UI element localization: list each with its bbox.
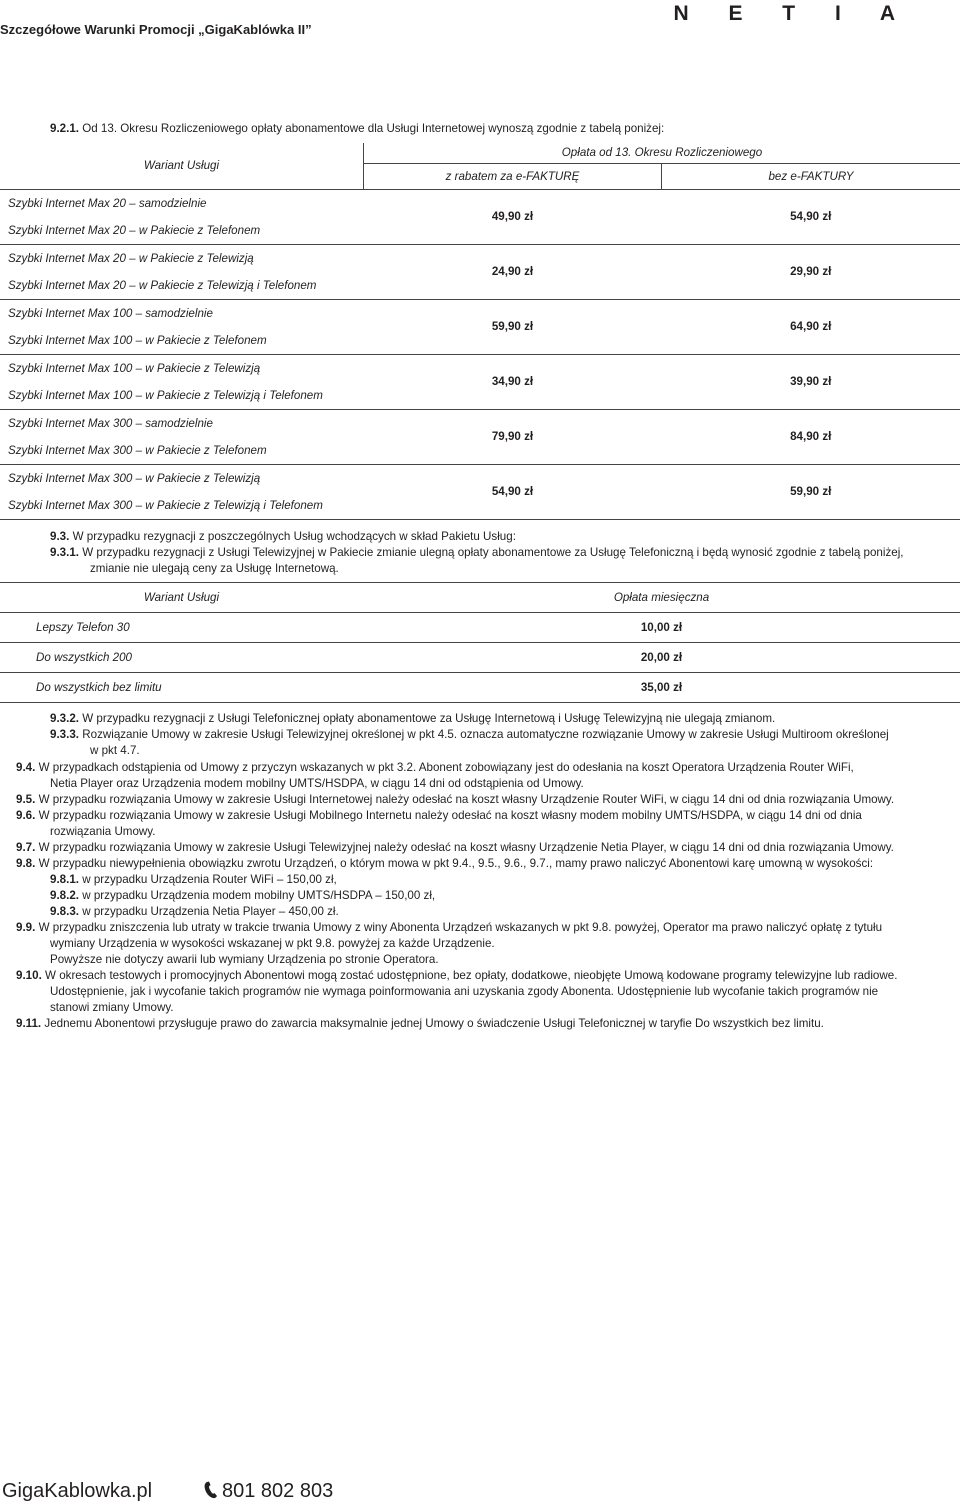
variant-name: Szybki Internet Max 20 – w Pakiecie z Telewizją i Telefonem bbox=[8, 278, 317, 292]
paragraph-text: w przypadku Urządzenia Router WiFi – 150,00 zł, bbox=[82, 873, 337, 886]
footer-brand: GigaKablowka.pl bbox=[2, 1480, 153, 1502]
paragraph-text: W przypadku rezygnacji z poszczególnych Usług wchodzących w skład Pakietu Usług: bbox=[72, 530, 516, 543]
paragraph-9-3 bbox=[50, 530, 516, 544]
table-header-with-einvoice: z rabatem za e-FAKTURĘ bbox=[364, 163, 662, 189]
variant-name: Szybki Internet Max 20 – w Pakiecie z Telefonem bbox=[8, 223, 261, 237]
paragraph-number: 9.6. bbox=[16, 809, 36, 822]
table-row bbox=[0, 354, 960, 382]
table-row bbox=[0, 299, 960, 327]
paragraph-text: W przypadku rozwiązania Umowy w zakresie Usługi Internetowej należy odesłać na koszt własny Urządzenie Router WiFi, w ciągu 14 dni od dnia rozwiązania Umowy. bbox=[38, 793, 895, 806]
paragraph-number: 9.8.1. bbox=[50, 873, 80, 886]
price-with-einvoice: 59,90 zł bbox=[364, 299, 662, 354]
paragraph-9-6 bbox=[16, 809, 862, 823]
paragraph-number: 9.8. bbox=[16, 857, 36, 870]
paragraph-text: W przypadku rezygnacji z Usługi Telefonicznej opłaty abonamentowe za Usługę Internetową i Usługę Telewizyjną nie ulegają zmianom. bbox=[82, 712, 776, 725]
price-with-einvoice: 24,90 zł bbox=[364, 244, 662, 299]
table-header-variant: Wariant Usługi bbox=[143, 159, 220, 173]
price-without-einvoice: 64,90 zł bbox=[662, 299, 960, 354]
variant-name: Szybki Internet Max 100 – samodzielnie bbox=[0, 299, 364, 327]
tariff-name: Do wszystkich 200 bbox=[36, 651, 133, 664]
paragraph-continuation: zmianie nie ulegają ceny za Usługę Internetową. bbox=[90, 562, 339, 575]
paragraph-continuation: wymiany Urządzenia w wysokości wskazanej w pkt 9.8. powyżej za każde Urządzenie. bbox=[50, 937, 495, 950]
paragraph-text: Jednemu Abonentowi przysługuje prawo do zawarcia maksymalnie jednej Umowy o świadczenie Usługi Telefonicznej w taryfie Do wszystkich bez limitu. bbox=[44, 1017, 824, 1030]
variant-name: Szybki Internet Max 20 – samodzielnie bbox=[0, 189, 364, 217]
variant-name: Szybki Internet Max 100 – w Pakiecie z Telewizją i Telefonem bbox=[8, 388, 323, 402]
phone-number: 801 802 803 bbox=[222, 1480, 334, 1502]
paragraph-number: 9.5. bbox=[16, 793, 36, 806]
paragraph-number: 9.7. bbox=[16, 841, 36, 854]
table-row bbox=[0, 244, 960, 272]
phone-icon bbox=[204, 1481, 218, 1499]
variant-name: Szybki Internet Max 100 – w Pakiecie z Telefonem bbox=[8, 333, 267, 347]
paragraph-9-11 bbox=[16, 1017, 824, 1031]
table-header-fee: Opłata od 13. Okresu Rozliczeniowego bbox=[364, 143, 960, 163]
paragraph-text: w przypadku Urządzenia Netia Player – 450,00 zł. bbox=[82, 905, 339, 918]
paragraph-number: 9.11. bbox=[16, 1017, 42, 1030]
internet-fee-table bbox=[0, 143, 960, 520]
paragraph-9-3-1 bbox=[50, 546, 904, 560]
paragraph-9-5 bbox=[16, 793, 894, 807]
paragraph-number: 9.3.2. bbox=[50, 712, 80, 725]
tariff-price: 35,00 zł bbox=[640, 681, 683, 694]
price-with-einvoice: 49,90 zł bbox=[364, 189, 662, 244]
paragraph-text: Od 13. Okresu Rozliczeniowego opłaty abonamentowe dla Usługi Internetowej wynoszą zgodnie z tabelą poniżej: bbox=[82, 122, 665, 135]
paragraph-continuation: stanowi zmiany Umowy. bbox=[50, 1001, 174, 1014]
paragraph-number: 9.3.1. bbox=[50, 546, 80, 559]
telephone-fee-table bbox=[0, 582, 960, 703]
table-row bbox=[0, 643, 960, 673]
paragraph-number: 9.2.1. bbox=[50, 122, 80, 135]
footer-phone bbox=[204, 1480, 333, 1503]
paragraph-number: 9.3.3. bbox=[50, 728, 80, 741]
tariff-price: 10,00 zł bbox=[640, 621, 683, 634]
tariff-name: Do wszystkich bez limitu bbox=[36, 681, 162, 694]
paragraph-9-3-3 bbox=[50, 728, 889, 742]
price-with-einvoice: 79,90 zł bbox=[364, 409, 662, 464]
paragraph-number: 9.3. bbox=[50, 530, 70, 543]
variant-name: Szybki Internet Max 300 – samodzielnie bbox=[0, 409, 364, 437]
price-without-einvoice: 39,90 zł bbox=[662, 354, 960, 409]
paragraph-number: 9.10. bbox=[16, 969, 42, 982]
paragraph-text: W okresach testowych i promocyjnych Abonentowi mogą zostać udostępnione, bez opłaty, dodatkowe, nieobjęte Umową kodowane programy telewizyjne lub radiowe. bbox=[45, 969, 898, 982]
tariff-price: 20,00 zł bbox=[640, 651, 683, 664]
paragraph-number: 9.8.2. bbox=[50, 889, 80, 902]
paragraph-9-2-1 bbox=[50, 122, 664, 136]
paragraph-text: W przypadku niewypełnienia obowiązku zwrotu Urządzeń, o którym mowa w pkt 9.4., 9.5., 9.6., 9.7., mamy prawo naliczyć Abonentowi karę umowną w wysokości: bbox=[38, 857, 874, 870]
paragraph-text: W przypadkach odstąpienia od Umowy z przyczyn wskazanych w pkt 3.2. Abonent zobowiązany jest do odesłania na koszt Operatora Urządzenia Router WiFi, bbox=[38, 761, 854, 774]
table-header-variant: Wariant Usługi bbox=[143, 591, 220, 604]
paragraph-number: 9.4. bbox=[16, 761, 36, 774]
table-header-without-einvoice: bez e-FAKTURY bbox=[662, 163, 960, 189]
variant-name: Szybki Internet Max 20 – w Pakiecie z Telewizją bbox=[0, 244, 364, 272]
table-row bbox=[0, 189, 960, 217]
table-row bbox=[0, 613, 960, 643]
table-row bbox=[0, 409, 960, 437]
table-row bbox=[0, 464, 960, 492]
paragraph-9-7 bbox=[16, 841, 894, 855]
table-header-monthly-fee: Opłata miesięczna bbox=[613, 591, 710, 604]
variant-name: Szybki Internet Max 300 – w Pakiecie z Telewizją bbox=[0, 464, 364, 492]
variant-name: Szybki Internet Max 300 – w Pakiecie z Telewizją i Telefonem bbox=[8, 498, 323, 512]
paragraph-text: W przypadku zniszczenia lub utraty w trakcie trwania Umowy z winy Abonenta Urządzeń wskazanych w pkt 9.8. powyżej, Operator ma prawo naliczyć opłatę z tytułu bbox=[38, 921, 883, 934]
paragraph-text: W przypadku rozwiązania Umowy w zakresie Usługi Telewizyjnej należy odesłać na koszt własny Urządzenie Netia Player, w ciągu 14 dni od dnia rozwiązania Umowy. bbox=[38, 841, 894, 854]
paragraph-9-9 bbox=[16, 921, 882, 935]
variant-name: Szybki Internet Max 100 – w Pakiecie z Telewizją bbox=[0, 354, 364, 382]
paragraph-continuation: w pkt 4.7. bbox=[90, 744, 140, 757]
paragraph-number: 9.9. bbox=[16, 921, 36, 934]
tariff-name: Lepszy Telefon 30 bbox=[36, 621, 130, 634]
table-row bbox=[0, 673, 960, 703]
paragraph-continuation: Udostępnienie, jak i wycofanie takich programów nie wymaga poinformowania ani uzyskania zgody Abonenta. Udostępnienie lub wycofanie takich programów nie bbox=[50, 985, 879, 998]
paragraph-continuation: Netia Player oraz Urządzenia modem mobilny UMTS/HSDPA, w ciągu 14 dni od odstąpienia od Umowy. bbox=[50, 777, 584, 790]
variant-name: Szybki Internet Max 300 – w Pakiecie z Telefonem bbox=[8, 443, 267, 457]
paragraph-9-8-3 bbox=[50, 905, 339, 919]
document-title: Szczegółowe Warunki Promocji „GigaKablówka II” bbox=[0, 22, 312, 37]
netia-logo: N E T I A bbox=[673, 2, 912, 25]
paragraph-continuation: Powyższe nie dotyczy awarii lub wymiany Urządzenia po stronie Operatora. bbox=[50, 953, 439, 966]
price-with-einvoice: 54,90 zł bbox=[364, 464, 662, 519]
paragraph-9-4 bbox=[16, 761, 854, 775]
paragraph-text: W przypadku rozwiązania Umowy w zakresie Usługi Mobilnego Internetu należy odesłać na koszt własny modem mobilny UMTS/HSDPA, w ciągu 14 dni od dnia bbox=[38, 809, 862, 822]
paragraph-number: 9.8.3. bbox=[50, 905, 80, 918]
paragraph-text: Rozwiązanie Umowy w zakresie Usługi Telewizyjnej określonej w pkt 4.5. oznacza automatyczne rozwiązanie Umowy w zakresie Usługi Multiroom określonej bbox=[82, 728, 889, 741]
paragraph-text: W przypadku rezygnacji z Usługi Telewizyjnej w Pakiecie zmianie ulegną opłaty abonamentowe za Usługę Telefoniczną i będą wynosić zgodnie z tabelą poniżej, bbox=[82, 546, 904, 559]
paragraph-continuation: rozwiązania Umowy. bbox=[50, 825, 156, 838]
price-without-einvoice: 54,90 zł bbox=[662, 189, 960, 244]
price-without-einvoice: 84,90 zł bbox=[662, 409, 960, 464]
price-without-einvoice: 59,90 zł bbox=[662, 464, 960, 519]
paragraph-9-3-2 bbox=[50, 712, 775, 726]
paragraph-text: w przypadku Urządzenia modem mobilny UMTS/HSDPA – 150,00 zł, bbox=[82, 889, 436, 902]
paragraph-9-8-2 bbox=[50, 889, 435, 903]
paragraph-9-8 bbox=[16, 857, 873, 871]
paragraph-9-10 bbox=[16, 969, 897, 983]
price-without-einvoice: 29,90 zł bbox=[662, 244, 960, 299]
price-with-einvoice: 34,90 zł bbox=[364, 354, 662, 409]
paragraph-9-8-1 bbox=[50, 873, 337, 887]
